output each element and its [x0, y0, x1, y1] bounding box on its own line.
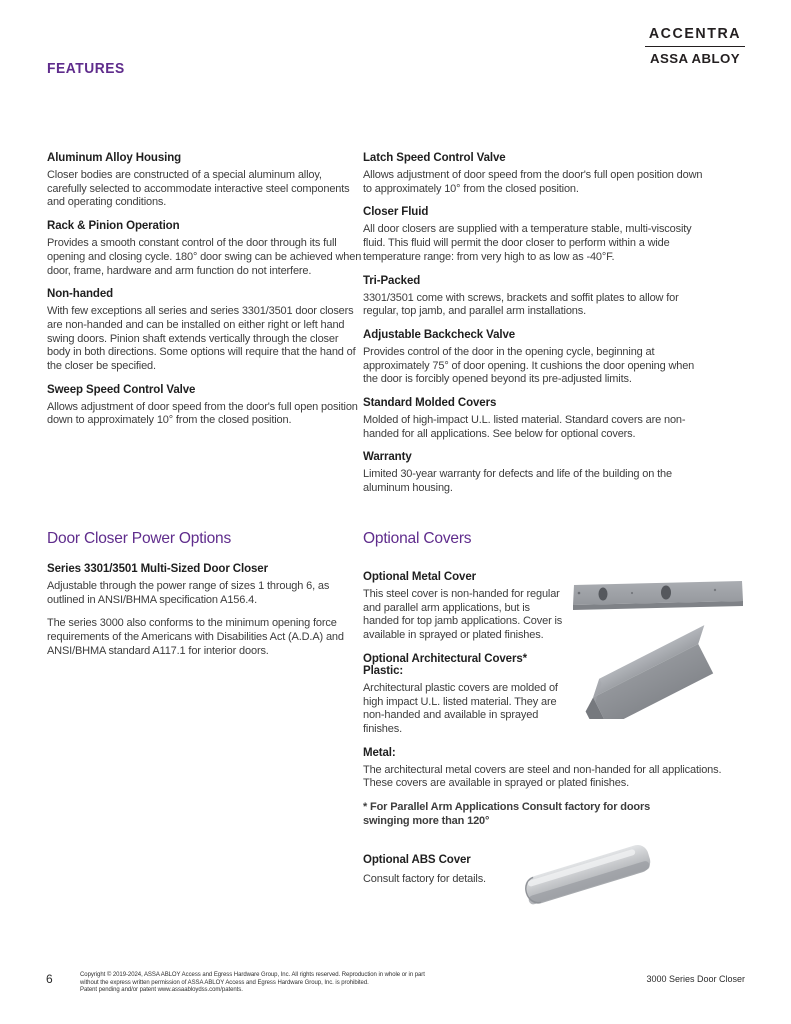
power-options-subheading: Series 3301/3501 Multi-Sized Door Closer: [47, 563, 268, 575]
abs-cover-block: [363, 854, 748, 944]
section-title: Optional Covers: [363, 530, 472, 547]
brand-logo: [645, 26, 745, 66]
feature-item: [363, 275, 703, 319]
abs-cover-photo: [523, 842, 663, 927]
copyright-text: [80, 972, 500, 995]
feature-heading: Closer Fluid: [363, 206, 429, 219]
copyright-line: without the express written permission of ASSA ABLOY Access and Egress Hardware Group, Inc. is prohibited.: [80, 979, 369, 986]
abs-cover-body: Consult factory for details.: [363, 873, 486, 886]
feature-heading: Rack & Pinion Operation: [47, 220, 180, 233]
features-column-left: [47, 152, 362, 438]
feature-heading: Non-handed: [47, 288, 114, 301]
feature-item: [363, 152, 703, 196]
feature-heading: Warranty: [363, 451, 412, 464]
feature-body: 3301/3501 come with screws, brackets and soffit plates to allow for regular, top jamb, and parallel arm installations.: [363, 291, 679, 318]
abs-cover-heading: Optional ABS Cover: [363, 854, 471, 867]
feature-item: [47, 152, 362, 210]
page-title: FEATURES: [47, 60, 125, 77]
metal-heading: Metal:: [363, 746, 396, 759]
feature-heading: Aluminum Alloy Housing: [47, 152, 182, 164]
feature-heading: Standard Molded Covers: [363, 397, 497, 410]
feature-item: [47, 220, 362, 278]
metal-cover-heading: Optional Metal Cover: [363, 571, 477, 583]
copyright-line: Copyright © 2019-2024, ASSA ABLOY Access and Egress Hardware Group, Inc. All rights reserved. Reproduction in whole or in part: [80, 972, 425, 978]
section-title: Door Closer Power Options: [47, 530, 232, 547]
metal-body: The architectural metal covers are steel and non-handed for all applications. These covers are available in sprayed or plated finishes.: [363, 763, 722, 790]
feature-body: All door closers are supplied with a temperature stable, multi-viscosity fluid. This fluid will permit the door closer to perform within a wide temperature range: from very high to as low as -40°F.: [363, 223, 692, 263]
assa-abloy-logo: ASSA ABLOY: [649, 51, 741, 66]
feature-item: [47, 288, 362, 374]
feature-heading: Adjustable Backcheck Valve: [363, 328, 516, 341]
feature-item: [363, 329, 703, 387]
feature-body: Limited 30-year warranty for defects and life of the building on the aluminum housing.: [363, 468, 672, 495]
feature-body: With few exceptions all series and series 3301/3501 door closers are non-handed and can be installed on either right or left hand swing doors. Pinion shaft extends vertically through the closer body in both directions. Some options will require that the hand of the closer be specified.: [47, 305, 356, 373]
power-options-section: [47, 530, 362, 669]
metal-cover-body: This steel cover is non-handed for regular and parallel arm applications, but is handed for top jamb applications. Cover is available in sprayed or plated finishes.: [363, 588, 563, 642]
copyright-line: Patent pending and/or patent www.assaabloydss.com/patents.: [80, 987, 243, 994]
optional-covers-section: [363, 530, 748, 944]
accentra-logo: ACCENTRA: [648, 26, 742, 42]
power-options-para2: The series 3000 also conforms to the minimum opening force requirements of the Americans with Disabilities Act (A.D.A) and ANSI/BHMA standard A117.1 for interior doors.: [47, 617, 344, 657]
feature-body: Closer bodies are constructed of a special aluminum alloy, carefully selected to accommodate interactive steel components and operating conditions.: [47, 169, 350, 209]
feature-body: Provides control of the door in the opening cycle, beginning at approximately 75° of door opening. It cushions the door opening when the door is forcibly opened beyond its pre-adjusted limits.: [363, 345, 695, 386]
feature-item: [47, 384, 362, 428]
footer-product-name: 3000 Series Door Closer: [646, 974, 745, 984]
feature-heading: Sweep Speed Control Valve: [47, 383, 196, 396]
feature-item: [363, 397, 703, 441]
feature-item: [363, 451, 703, 495]
logo-divider: [645, 46, 745, 47]
page-footer: [0, 968, 791, 1014]
metal-cover-photo: [570, 573, 748, 719]
feature-heading: Latch Speed Control Valve: [363, 152, 506, 164]
arch-plastic-body: Architectural plastic covers are molded of high impact U.L. listed material. They are non-handed and available in sprayed finishes.: [363, 681, 558, 735]
feature-heading: Tri-Packed: [363, 274, 421, 287]
features-column-right: [363, 152, 703, 506]
power-options-para1: Adjustable through the power range of sizes 1 through 6, as outlined in ANSI/BHMA specification A156.4.: [47, 580, 330, 606]
feature-item: [363, 206, 703, 264]
arch-plastic-heading: Optional Architectural Covers* Plastic:: [363, 652, 528, 677]
page-number: 6: [46, 972, 53, 986]
parallel-arm-note: * For Parallel Arm Applications Consult factory for doors swinging more than 120°: [363, 801, 651, 827]
feature-body: Allows adjustment of door speed from the door's full open position down to approximately 10° from the closed position.: [363, 169, 703, 195]
feature-body: Molded of high-impact U.L. listed material. Standard covers are non-handed for all applications. See below for optional covers.: [363, 414, 686, 440]
feature-body: Provides a smooth constant control of the door through its full opening and closing cycle. 180° door swing can be achieved when door, frame, hardware and arm function do not interfere.: [47, 237, 362, 277]
feature-body: Allows adjustment of door speed from the door's full open position down to approximately 10° from the closed position.: [47, 400, 358, 427]
